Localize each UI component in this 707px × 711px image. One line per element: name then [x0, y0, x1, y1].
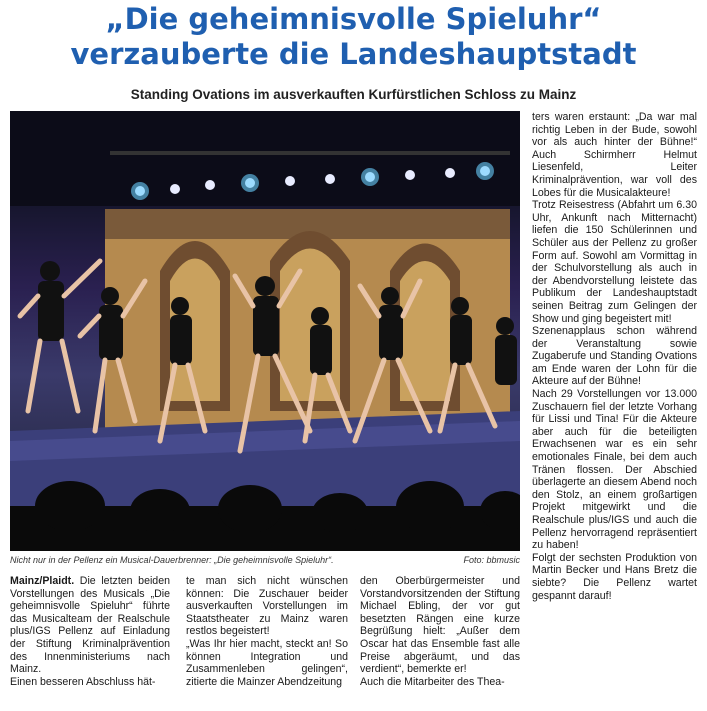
headline — [0, 2, 707, 72]
column-4-paragraph-5: Folgt der sechsten Produktion von Martin Becker und Hans Bretz die siebte? Die Pellenz wartet gespannt darauf! — [532, 551, 697, 602]
column-4-paragraph-4: Nach 29 Vorstellungen vor 13.000 Zuschauern fiel der letzte Vorhang für Lissi und Tina! Für die Akteure aber auch für die beteiligten Erwachsenen war es ein sehr emotionales Finale, bei dem auch Tränen flossen. Der Abschied überlagerte an diesem Abend noch den Stolz, an einem großartigen Projekt mitgewirkt und die Realschule plus/IGS und auch die Pellenz hervorragend repräsentiert zu haben! — [532, 388, 697, 552]
column-1-paragraph-1 — [10, 575, 170, 676]
stage-photo-illustration — [10, 111, 520, 551]
photo-credit: Foto: bbmusic — [463, 555, 520, 565]
column-2-paragraph-1: te man sich nicht wünschen können: Die Zuschauer beider ausverkauften Vorstellungen im Staatstheater zu Mainz waren restlos begeistert! — [186, 575, 348, 638]
article-column-2 — [186, 575, 348, 688]
headline-line-2: verzauberte die Landeshauptstadt — [70, 37, 637, 71]
headline-line-1: „Die geheimnisvolle Spieluhr“ — [105, 2, 602, 36]
column-4-paragraph-3: Szenenapplaus schon während der Veranstaltung sowie Zugaberufe und Standing Ovations am Ende waren der Lohn für die Akteure auf der Bühne! — [532, 325, 697, 388]
caption-text: Nicht nur in der Pellenz ein Musical-Dauerbrenner: „Die geheimnisvolle Spieluhr“. — [10, 555, 334, 565]
column-2-paragraph-2: „Was Ihr hier macht, steckt an! So können Integration und Zusammenleben gelingen“, zitierte die Mainzer Abendzeitung — [186, 637, 348, 688]
article-column-3 — [360, 575, 520, 688]
article-column-4 — [532, 111, 697, 602]
stage-photo — [10, 111, 520, 551]
article-column-1 — [10, 575, 170, 688]
column-1-paragraph-2: Einen besseren Abschluss hät- — [10, 675, 156, 688]
column-3-paragraph-2: Auch die Mitarbeiter des Thea- — [360, 675, 505, 688]
column-3-paragraph-1: den Oberbürgermeister und Vorstandvorsitzenden der Stiftung Michael Ebling, der vor gut besetzten Rängen eine kurze Begrüßung hielt: „Außer dem Oscar hat das Ensemble fast alle Preise abgeräumt, und das verdient“, bemerkte er! — [360, 575, 520, 676]
column-1-text-1: Die letzten beiden Vorstellungen des Musicals „Die geheimnisvolle Spieluhr“ führte das Musicalteam der Realschule plus/IGS Pellenz auf Einladung der Stiftung Kriminalprävention des Innenministeriums nach Mainz. — [10, 575, 170, 676]
location-label: Mainz/Plaidt. — [10, 575, 75, 587]
photo-caption — [10, 555, 520, 565]
subheadline: Standing Ovations im ausverkauften Kurfürstlichen Schloss zu Mainz — [130, 87, 577, 102]
column-4-paragraph-2: Trotz Reisestress (Abfahrt um 6.30 Uhr, Ankunft nach Mitternacht) liefen die 150 Schülerinnen und Schüler aus der Pellenz zu großer Form auf. Sowohl am Vormittag in der Schulvorstellung als auch in der Abendvorstellung leistete das Publikum der Landeshauptstadt seinen Beitrag zum Gelingen der Show und ging begeistert mit! — [532, 199, 697, 325]
column-4-paragraph-1: ters waren erstaunt: „Da war mal richtig Leben in der Bude, sowohl vor als auch hinter der Bühne!“ Auch Schirmherr Helmut Liesenfeld, Leiter Kriminalprävention, war voll des Lobes für die Musicalakteure! — [532, 111, 697, 199]
